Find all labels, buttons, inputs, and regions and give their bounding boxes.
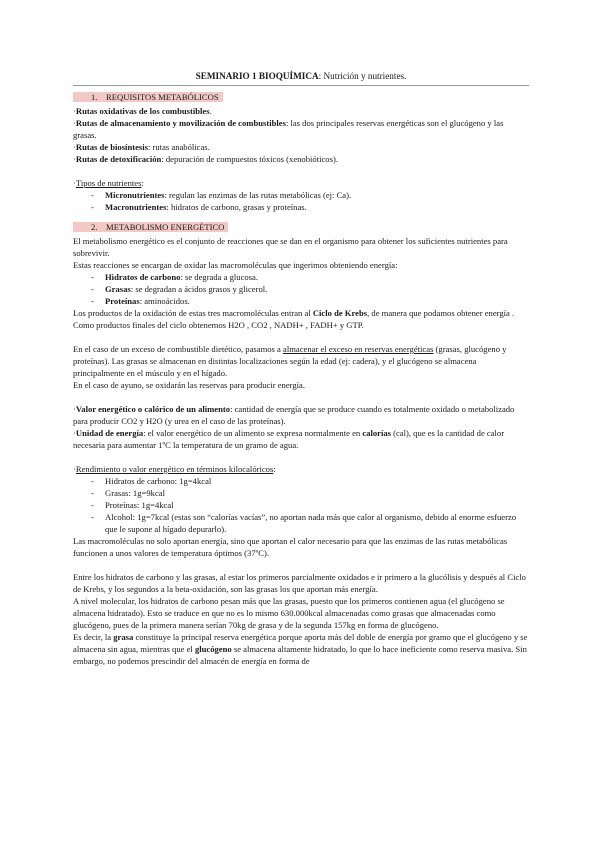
paragraph: A nivel molecular, los hidratos de carbono pesan más que las grasas, puesto que los primeros contienen agua (el glucógeno se almacena hidratado). Esto se traduce en que no es lo mismo 630.000kcal almacenadas como grasas que almacenadas como glucógeno, pues de la primera manera serían 70kg de grasa y de la segunda 157kg en forma de glucógeno.: [73, 596, 505, 630]
paragraph: Las macromoléculas no solo aportan energía, sino que aportan el calor necesario para que las enzimas de las rutas metabólicas funcionen a unos valores de temperatura óptimos (37ºC).: [73, 536, 508, 558]
list-item: - Proteínas: aminoácidos.: [73, 295, 529, 307]
rutas-detoxificacion: ·Rutas de detoxificación: depuración de compuestos tóxicos (xenobióticos).: [73, 154, 338, 164]
list-item: - Macronutrientes: hidratos de carbono, grasas y proteínas.: [73, 201, 529, 213]
paragraph-grasa: Es decir, la grasa constituye la principal reserva energética porque aporta más del doble de energía por gramo que el glucógeno y se almacena sin agua, mientras que el glucógeno se almacena altamente hidratado, lo que lo hace ineficiente como reserva masiva. Sin embargo, no podemos prescindir del almacén de energía en forma de: [73, 632, 528, 666]
paragraph-krebs: Los productos de la oxidación de estas tres macromoléculas entran al Ciclo de Krebs, de manera que podamos obtener energía . Como productos finales del ciclo obtenemos H2O , CO2 , NADH+ , FADH+ y GTP.: [73, 308, 515, 330]
rendimiento-list: [73, 475, 529, 535]
valor-energetico: ·Valor energético o calórico de un alimento: cantidad de energía que se produce cuando es totalmente oxidado o metabolizado para producir CO2 y H2O (y urea en el caso de las proteínas).: [73, 404, 515, 426]
page-title: [73, 70, 529, 82]
list-item: - Micronutrientes: regulan las enzimas de las rutas metabólicas (ej: Ca).: [73, 189, 529, 201]
paragraph: Estas reacciones se encargan de oxidar las macromoléculas que ingerimos obteniendo energía:: [73, 260, 398, 270]
rendimiento-label: ·Rendimiento o valor energético en términos kilocalóricos:: [73, 464, 276, 474]
list-item: - Alcohol: 1g=7kcal (estas son “calorías vacías”, no aportan nada más que calor al organismo, debido al enorme esfuerzo que le supone al hígado depurarlo).: [73, 511, 529, 535]
rutas-oxidativas: ·Rutas oxidativas de los combustibles.: [73, 106, 212, 116]
tipos-nutrientes-list: [73, 189, 529, 213]
section-2-heading: 2. METABOLISMO ENERGÉTICO: [73, 221, 529, 233]
paragraph: Entre los hidratos de carbono y las grasas, al estar los primeros parcialmente oxidados e ir primero a la glucólisis y después al Ciclo de Krebs, y los segundos a la beta-oxidación, son las grasas los que aportan más energía.: [73, 572, 526, 594]
unidad-energia: ·Unidad de energía: el valor energético de un alimento se expresa normalmente en calorías (cal), que es la cantidad de calor necesaria para aumentar 1ºC la temperatura de un gramo de agua.: [73, 428, 505, 450]
paragraph: El metabolismo energético es el conjunto de reacciones que se dan en el organismo para obtener los suficientes nutrientes para sobrevivir.: [73, 236, 508, 258]
section-1-heading: 1. REQUISITOS METABÓLICOS: [73, 91, 529, 103]
title-rest: : Nutrición y nutrientes.: [318, 71, 407, 81]
document-page: [73, 70, 529, 667]
rutas-biosintesis: ·Rutas de biosíntesis: rutas anabólicas.: [73, 142, 210, 152]
list-item: - Hidratos de carbono: 1g=4kcal: [73, 475, 529, 487]
tipos-nutrientes-label: ·Tipos de nutrientes:: [73, 178, 144, 188]
title-bold: SEMINARIO 1 BIOQUÍMICA: [195, 71, 319, 81]
rutas-almacenamiento: ·Rutas de almacenamiento y movilización de combustibles: las dos principales reservas energéticas son el glucógeno y las grasas.: [73, 118, 504, 140]
paragraph-exceso: En el caso de un exceso de combustible dietético, pasamos a almacenar el exceso en reservas energéticas (grasas, glucógeno y proteínas). Las grasas se almacenan en distintas localizaciones según la edad (ej: cadera), y el glucógeno se almacena principalmente en el músculo y en el hígado.: [73, 344, 507, 378]
paragraph: En el caso de ayuno, se oxidarán las reservas para producir energía.: [73, 380, 306, 390]
list-item: - Proteínas: 1g=4kcal: [73, 499, 529, 511]
macros-list: [73, 271, 529, 307]
list-item: - Hidratos de carbono: se degrada a glucosa.: [73, 271, 529, 283]
title-rule: [73, 85, 529, 86]
list-item: - Grasas: 1g=9kcal: [73, 487, 529, 499]
list-item: - Grasas: se degradan a ácidos grasos y glicerol.: [73, 283, 529, 295]
